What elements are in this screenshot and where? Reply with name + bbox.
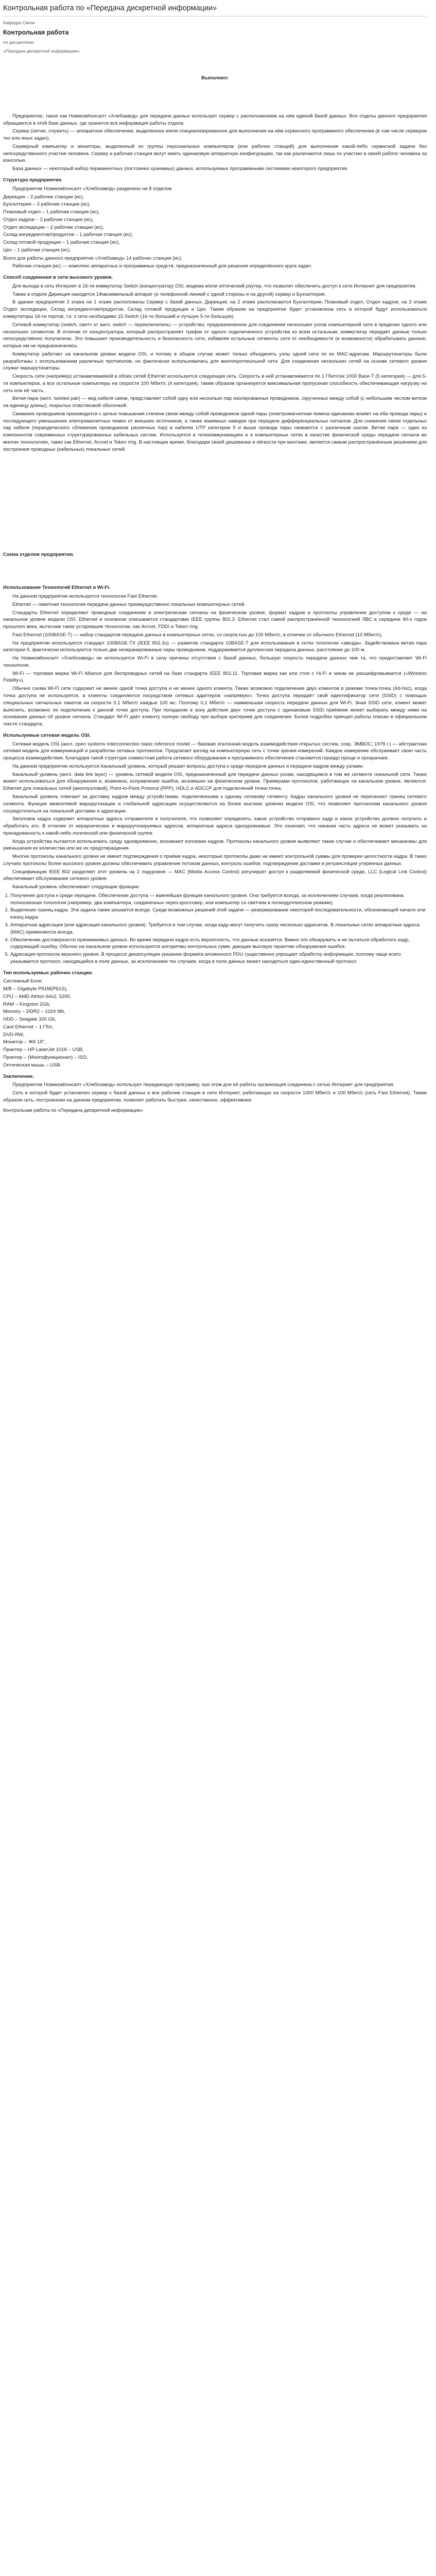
paragraph: На данном предприятии используется Канальный уровень, который решает вопросы доступа к среде передачи данных и передачи кадров между узлами. (12, 763, 364, 769)
blank-area (3, 454, 427, 547)
functions-list (10, 892, 427, 965)
paragraph: Сеть в которой будет установлен сервер с базой данных и все рабочие станции в сети Интернет, работающих на скорости 1000 Мбит/с и 100 Мбит/с (сеть Fast Ethernet). Таким образом сеть, построенная на данном предприятии, позволит работать быстрее, качественно, эффективнее. (3, 1090, 427, 1103)
work-title: Контрольная работа (3, 29, 69, 37)
paragraph: Коммутатор работает на канальном уровне модели OSI, и потому в общем случае может только объединять узлы одной сети по их MAC-адресам. Маршрутизаторы были разработаны с использованием различных протоколов, но фактически использовались для многопротокольной сети. Для соединения нескольких сетей на основе сетевого уровня служат маршрутизаторы. (3, 351, 427, 371)
paragraph: Свивание проводников производится с целью повышения степени связи между собой проводников одной пары (электромагнитная помеха одинаково влияет на оба провода пары) и последующего уменьшения электромагнитных помех от внешних источников, а также взаимных наводок при передаче дифференциальных сигналов. Для снижения связи отдельных пар кабеля (периодического сближения проводников различных пар) в кабелях UTP категории 5 и выше провода пары свиваются с различным шагом. Витая пара — один из компонентов современных структурированных кабельных систем. Используется в телекоммуникациях и в компьютерных сетях в качестве физической среды передачи сигнала во многих технологиях, таких как Ethernet, Arcnet и Token ring. В настоящее время, благодаря своей дешевизне и лёгкости при монтаже, является самым распространённым решением для построения проводных (кабельных) локальных сетей. (3, 411, 427, 452)
paragraph: В здании предприятия 3 этажа на 1 этаже расположены Сервер с базой данных, Дирекция; на 2 этаже располагаются Бухгалтерия, Плановый отдел, Отдел кадров; на 3 этаже Отдел экспедиции, Склад ингредиентов/продуктов, Склад готовой продукции и Цех. Таким образом на предприятие будет установлена сеть в которой будут использоваться коммутаторы 16-ти портов, т.к. к сети необходимо 15 Switch (16-ти больший и лучшую 5-ти большую). (3, 299, 427, 319)
footer-title: Контрольная работа по «Передача дискретной информации» (3, 1107, 144, 1113)
department-label: Кафедра Связи (3, 20, 35, 26)
paragraph: Предприятие НовиковКонсалт «Хлебозавод» использует передающую программу, при этом для её работы организация соединена с сетью Интернет для предприятия. (12, 1082, 395, 1088)
list-item: 2. Выделение границ кадра. Эта задача также решается всегда. Среди возможных решений этой задачи — резервирование некоторой последовательности, обозначающей начало или конец кадра. (10, 907, 427, 921)
subheading: Используемые сетевая модель OSI. (3, 732, 91, 738)
paragraph: На предприятии используется стандарт 100BASE-TX (IEEE 802.3u) — развитие стандарта 10BASE-T для использования в сетях топологии «звезда». Задействована витая пара категории 5, фактически используются только две неэкранированные пары проводников, поддерживается дуплексная передача данных, расстояние до 100 м. (3, 640, 427, 653)
paragraph: Канальный уровень (англ. data link layer) — уровень сетевой модели OSI, предназначенный для передачи данных узлам, находящимся в том же сегменте локальной сети. Также может использоваться для обнаружения и, возможно, исправления ошибок, возникших на физическом уровне. Примерами протоколов, работающих на канальном уровне, являются: Ethernet для локальных сетей (многоузловой), Point-to-Point Protocol (PPP), HDLC и ADCCP для подключений точка-точка. (3, 771, 427, 792)
paragraph: На данном предприятии используется технология Fast Ethernet. (12, 594, 159, 600)
subheading: Способ соединения в сети высокого уровня. (3, 275, 113, 281)
system-unit-label: Системный Блок: (3, 978, 43, 985)
list-item: 4. Обеспечение достоверности принимаемых данных. Во время передачи кадра есть вероятность, что данные исказятся. Важно это обнаружить и не пытаться обработать кадр, содержащий ошибку. Обычно на канальном уровне используются алгоритмы контрольных сумм, дающие высокую гарантию обнаружения ошибок. (10, 937, 427, 951)
document-page (0, 0, 430, 1119)
document-title: Контрольная работа по «Передача дискретной информации» (3, 3, 427, 16)
department-list (3, 194, 427, 254)
paragraph: Всего для работы данного предприятия «Хлебзавод» 14 рабочих станции (ис). (3, 255, 183, 261)
list-item: HDD – Seagate 320 Gb, (3, 1016, 56, 1023)
author-label: Выполнил: (201, 75, 229, 81)
list-item: Отдел экспедиции – 2 рабочие станции (ис), (3, 224, 104, 230)
list-item: Дирекция – 2 рабочие станции (ис), (3, 194, 84, 200)
paragraph: Для выхода в сеть Интернет в 16-ти коммутатор Switch (концентратор) OSI, модема и/или оптический роутер, что позволит обеспечить доступ к сети Интернет для предприятия. (12, 283, 417, 289)
paragraph: Многие протоколы канального уровня не имеют подтверждения о приёме кадра, некоторые протоколы даже не имеют контрольной суммы для проверки целостности кадра. В таких случаях протоколы более высокого уровня должны обеспечивать управление потоком данных, контроль ошибок, подтверждение доставки и ретрансляции утерянных данных. (3, 854, 427, 867)
paragraph: На НовиковКонсалт «Хлебозавод» не используется Wi-Fi в силу причины отсутствия с базой данных, большую скорость передачи данных чем та, что предоставляет Wi-Fi технология. (3, 655, 427, 668)
paragraph: Рабочая станция (ис) — комплекс аппаратных и программных средств, предназначенный для решения определённого круга задач. (12, 263, 312, 269)
subheading: Тип используемых рабочих станции. (3, 970, 93, 976)
paragraph: Fast Ethernet (100BASE-T) — набор стандартов передачи данных в компьютерных сетях, со скоростью до 100 Мбит/с, в отличие от обычного Ethernet (10 Мбит/с). (12, 632, 383, 638)
paragraph: Спецификация IEEE 802 разделяет этот уровень на 2 подуровня — MAC (Media Access Control) регулирует доступ к разделяемой физической среде, LLC (Logical Link Control) обеспечивает обслуживание сетевого уровня. (3, 869, 427, 882)
list-item: RAM – Kingston 2Gb, (3, 1001, 50, 1007)
paragraph: Wi-Fi — торговая марка Wi-Fi Alliance для беспроводных сетей на базе стандарта IEEE 802.11. Торговая марка как или стоя с Hi-Fi и никак не расшифровывается («Wireless Fidelity»). (3, 670, 427, 684)
paragraph: Витая пара (англ. twisted pair) — вид кабеля связи, представляет собой одну или несколько пар изолированных проводников, скрученных между собой (с небольшим числом витков на единицу длины), покрытых пластиковой оболочкой. (3, 396, 427, 409)
paragraph: Предприятие НовиковКонсалт «Хлебозавод» разделено на 8 отделов: (12, 185, 173, 192)
list-item: Монитор – ЖК 19", (3, 1039, 46, 1045)
list-item: 3. Аппаратная адресация (или адресация канального уровня). Требуется в том случае, когда кадр могут получить сразу несколько адресатов. В локальных сетях аппаратные адреса (MAC) применяются всегда. (10, 922, 427, 936)
paragraph: Сетевая модель OSI (англ. open systems interconnection basic reference model — базовая эталонная модель взаимодействия открытых систем, сокр. ЭМВОС; 1978 г.) — абстрактная сетевая модель для коммуникаций и разработки сетевых протоколов. Предлагает взгляд на компьютерную сеть с точки зрения измерений. Каждое измерение обслуживает свою часть процесса взаимодействия. Благодаря такой структуре совместная работа сетевого оборудования и программного обеспечения становится гораздо проще и прозрачнее. (3, 741, 427, 761)
paragraph: База данных — некоторый набор перманентных (постоянно хранимых) данных, используемых программными системами некоторого предприятия. (12, 166, 348, 172)
list-item: Memory – DDR2 – 1024 Mb, (3, 1009, 65, 1015)
list-item: Склад ингредиентов/продуктов – 1 рабочая станция (ис), (3, 232, 133, 238)
section-heading: Схема отделов предприятия. (3, 551, 74, 557)
list-item: Card Ethernet – 1 Гб/с, (3, 1024, 54, 1030)
paragraph: Ethernet — пакетная технология передачи данных преимущественно локальных компьютерных сетей. (12, 601, 246, 607)
subheading: Структура предприятия. (3, 177, 63, 183)
paragraph: Заголовок кадра содержит аппаратные адреса отправителя и получателя, что позволяет определить, какое устройство отправило кадр и какое устройство должно получить и обработать его. В отличие от иерархических и маршрутизируемых адресов, аппаратные адреса одноуровневые. Это означает, что никакая часть адреса не может указывать на принадлежность к какой-либо логической или физической группе. (3, 816, 427, 836)
paragraph: Канальный уровень обеспечивает следующие функции: (12, 884, 140, 890)
list-item: Принтер – (Многофункционал) – ISO, (3, 1055, 88, 1060)
list-item: 5. Адресация протокола верхнего уровня. В процессе декапсуляции указание формата вложенного PDU существенно упрощает обработку информации, поэтому чаще всего указывается протокол, находящийся в поле данных, за исключением тех случаев, когда в поле данных может находиться один-единственный протокол. (10, 951, 427, 965)
paragraph: Также в отделе Дирекция находится 1Факсимильный аппарат (и телефонной линией с одной стороны и на другой) сервер и Бухгалтерия. (12, 291, 326, 297)
paragraph: Скорость сети (например) устанавливаемой в обоих сетей Ethernet используется следующая сеть. Скорость в ней устанавливается по 1 Гбит/сек 1000 Base-T (5 категория) — для 5-ти компьютеров, а все остальные компьютеры на скорости 100 Мбит/с (4 категория), таким образом организуется максимальная пропускная способность обеспечивающая нагрузку на сеть или её часть. (3, 374, 427, 394)
paragraph: Предприятие, такое как НовиковКонсалт «Хлебзавод» для передачи данных использует сервер с расположением на нём единой базой данных. Все отделы данного предприятия обращаются в этой базе данных, где хранится вся информация работы отдела. (3, 113, 427, 126)
list-item: Склад готовой продукции – 1 рабочая станция (ис), (3, 240, 120, 246)
list-item: Плановый отдел – 1 рабочая станция (ис), (3, 209, 100, 215)
list-item: Цех – 1 рабочая станция (ис), (3, 247, 71, 253)
blank-area (3, 560, 427, 580)
list-item: M/B – Gigabyte P61M(P61S), (3, 986, 68, 992)
paragraph: Сетевой коммутатор (switch, свитч от англ. switch — переключатель) — устройство, предназначенное для соединения нескольких узлов компьютерной сети в пределах одного или нескольких сегментов. В отличие от концентратора, который распространяет трафик от одного подключенного устройства ко всем остальным, коммутатор передаёт данные только непосредственно получателю. Это повышает производительность и безопасность сети, избавляя остальные сегменты сети от необходимости (и возможности) обрабатывать данные, которые им не предназначались. (3, 321, 427, 349)
equipment-list (3, 986, 427, 1069)
paragraph: Сервер (server, служить) — аппаратное обеспечение, выделенное и/или специализированное для выполнения на нём сервисного программного обеспечения (в том числе серверов тех или иных задач). (3, 128, 427, 142)
list-item: Оптическая мышь – USB. (3, 1062, 62, 1068)
subheading: Использование Технологий Ethernet и Wi-Fi. (3, 585, 111, 591)
list-item: Принтер – HP LaserJet 1018 – USB, (3, 1047, 84, 1053)
paragraph: Стандарты Ethernet определяют проводные соединения и электрические сигналы на физическом уровне, формат кадров и протоколы управления доступом к среде — на канальном уровне модели OSI. Ethernet в основном описывается стандартами IEEE группы 802.3. Ethernet стал самой распространённой технологией ЛВС в середине 90-х годов прошлого века, вытеснив такие устаревшие технологии, как Arcnet, FDDI и Token ring. (3, 609, 427, 630)
list-item: Бухгалтерия – 3 рабочие станции (ис), (3, 201, 91, 208)
list-item: Отдел кадров – 2 рабочие станции (ис), (3, 216, 94, 223)
subject-label: «Передача дискретной информации» (3, 48, 80, 54)
discipline-label: по дисциплине: (3, 40, 35, 45)
paragraph: Когда устройства пытаются использовать среду одновременно, возникают коллизии кадров. Протоколы канального уровня выявляют такие случаи и обеспечивают механизмы для уменьшения их количества или же их предотвращения. (3, 838, 427, 852)
list-item: 1. Получение доступа к среде передачи. Обеспечение доступа — важнейшая функция канального уровня. Она требуется всегда, за исключением случаев, когда реализована полносвязная топология (например, два компьютера, соединенных через кроссовер, или компьютер со свитчем в полнодуплексном режиме). (10, 892, 427, 907)
paragraph: Серверный компьютер и мониторы, выделенный из группы персональных компьютеров (или рабочих станций) для выполнения какой-либо сервисной задачи без непосредственного участия человека. Сервер и рабочая станция могут иметь одинаковую аппаратную конфигурацию, так как различаются лишь по участию в своей работе человека за консолью. (3, 143, 427, 164)
list-item: CPU – AMD Athlon 64x2, 5200, (3, 993, 72, 999)
subheading: Заключение. (3, 1073, 34, 1079)
paragraph: Канальный уровень отвечает за доставку кадров между устройствами, подключенными к одному сетевому сегменту. Кадры канального уровня не пересекают границ сетевого сегмента. Функции межсетевой маршрутизации и глобальной адресации осуществляются на более высоких уровнях модели OSI, что позволяет протоколам канального уровня сосредоточиться на локальной доставке и адресации. (3, 793, 427, 814)
list-item: DVD-RW, (3, 1031, 24, 1038)
paragraph: Обычно схема Wi-Fi сети содержит не менее одной точки доступа и не менее одного клиента. Также возможно подключение двух клиентов в режиме точка-точка (Ad-hoc), когда точка доступа не используется, а клиенты соединяются посредством сетевых адаптеров «напрямую». Точка доступа передаёт свой идентификатор сети (SSID) с помощью специальных сигнальных пакетов на скорости 0,1 Мбит/с каждые 100 мс. Поэтому 0,1 Мбит/с — наименьшая скорость передачи данных для Wi-Fi. Зная SSID сети, клиент может выяснить, возможно ли подключение к данной точке доступа. При попадании в зону действия двух точек доступа с одинаковым SSID приёмник может выбирать между ними на основании данных об уровне сигнала. Стандарт Wi-Fi даёт клиенту полную свободу при выборе критериев для соединения. Более подробно принцип работы описан в официальном тексте стандарта. (3, 686, 427, 727)
